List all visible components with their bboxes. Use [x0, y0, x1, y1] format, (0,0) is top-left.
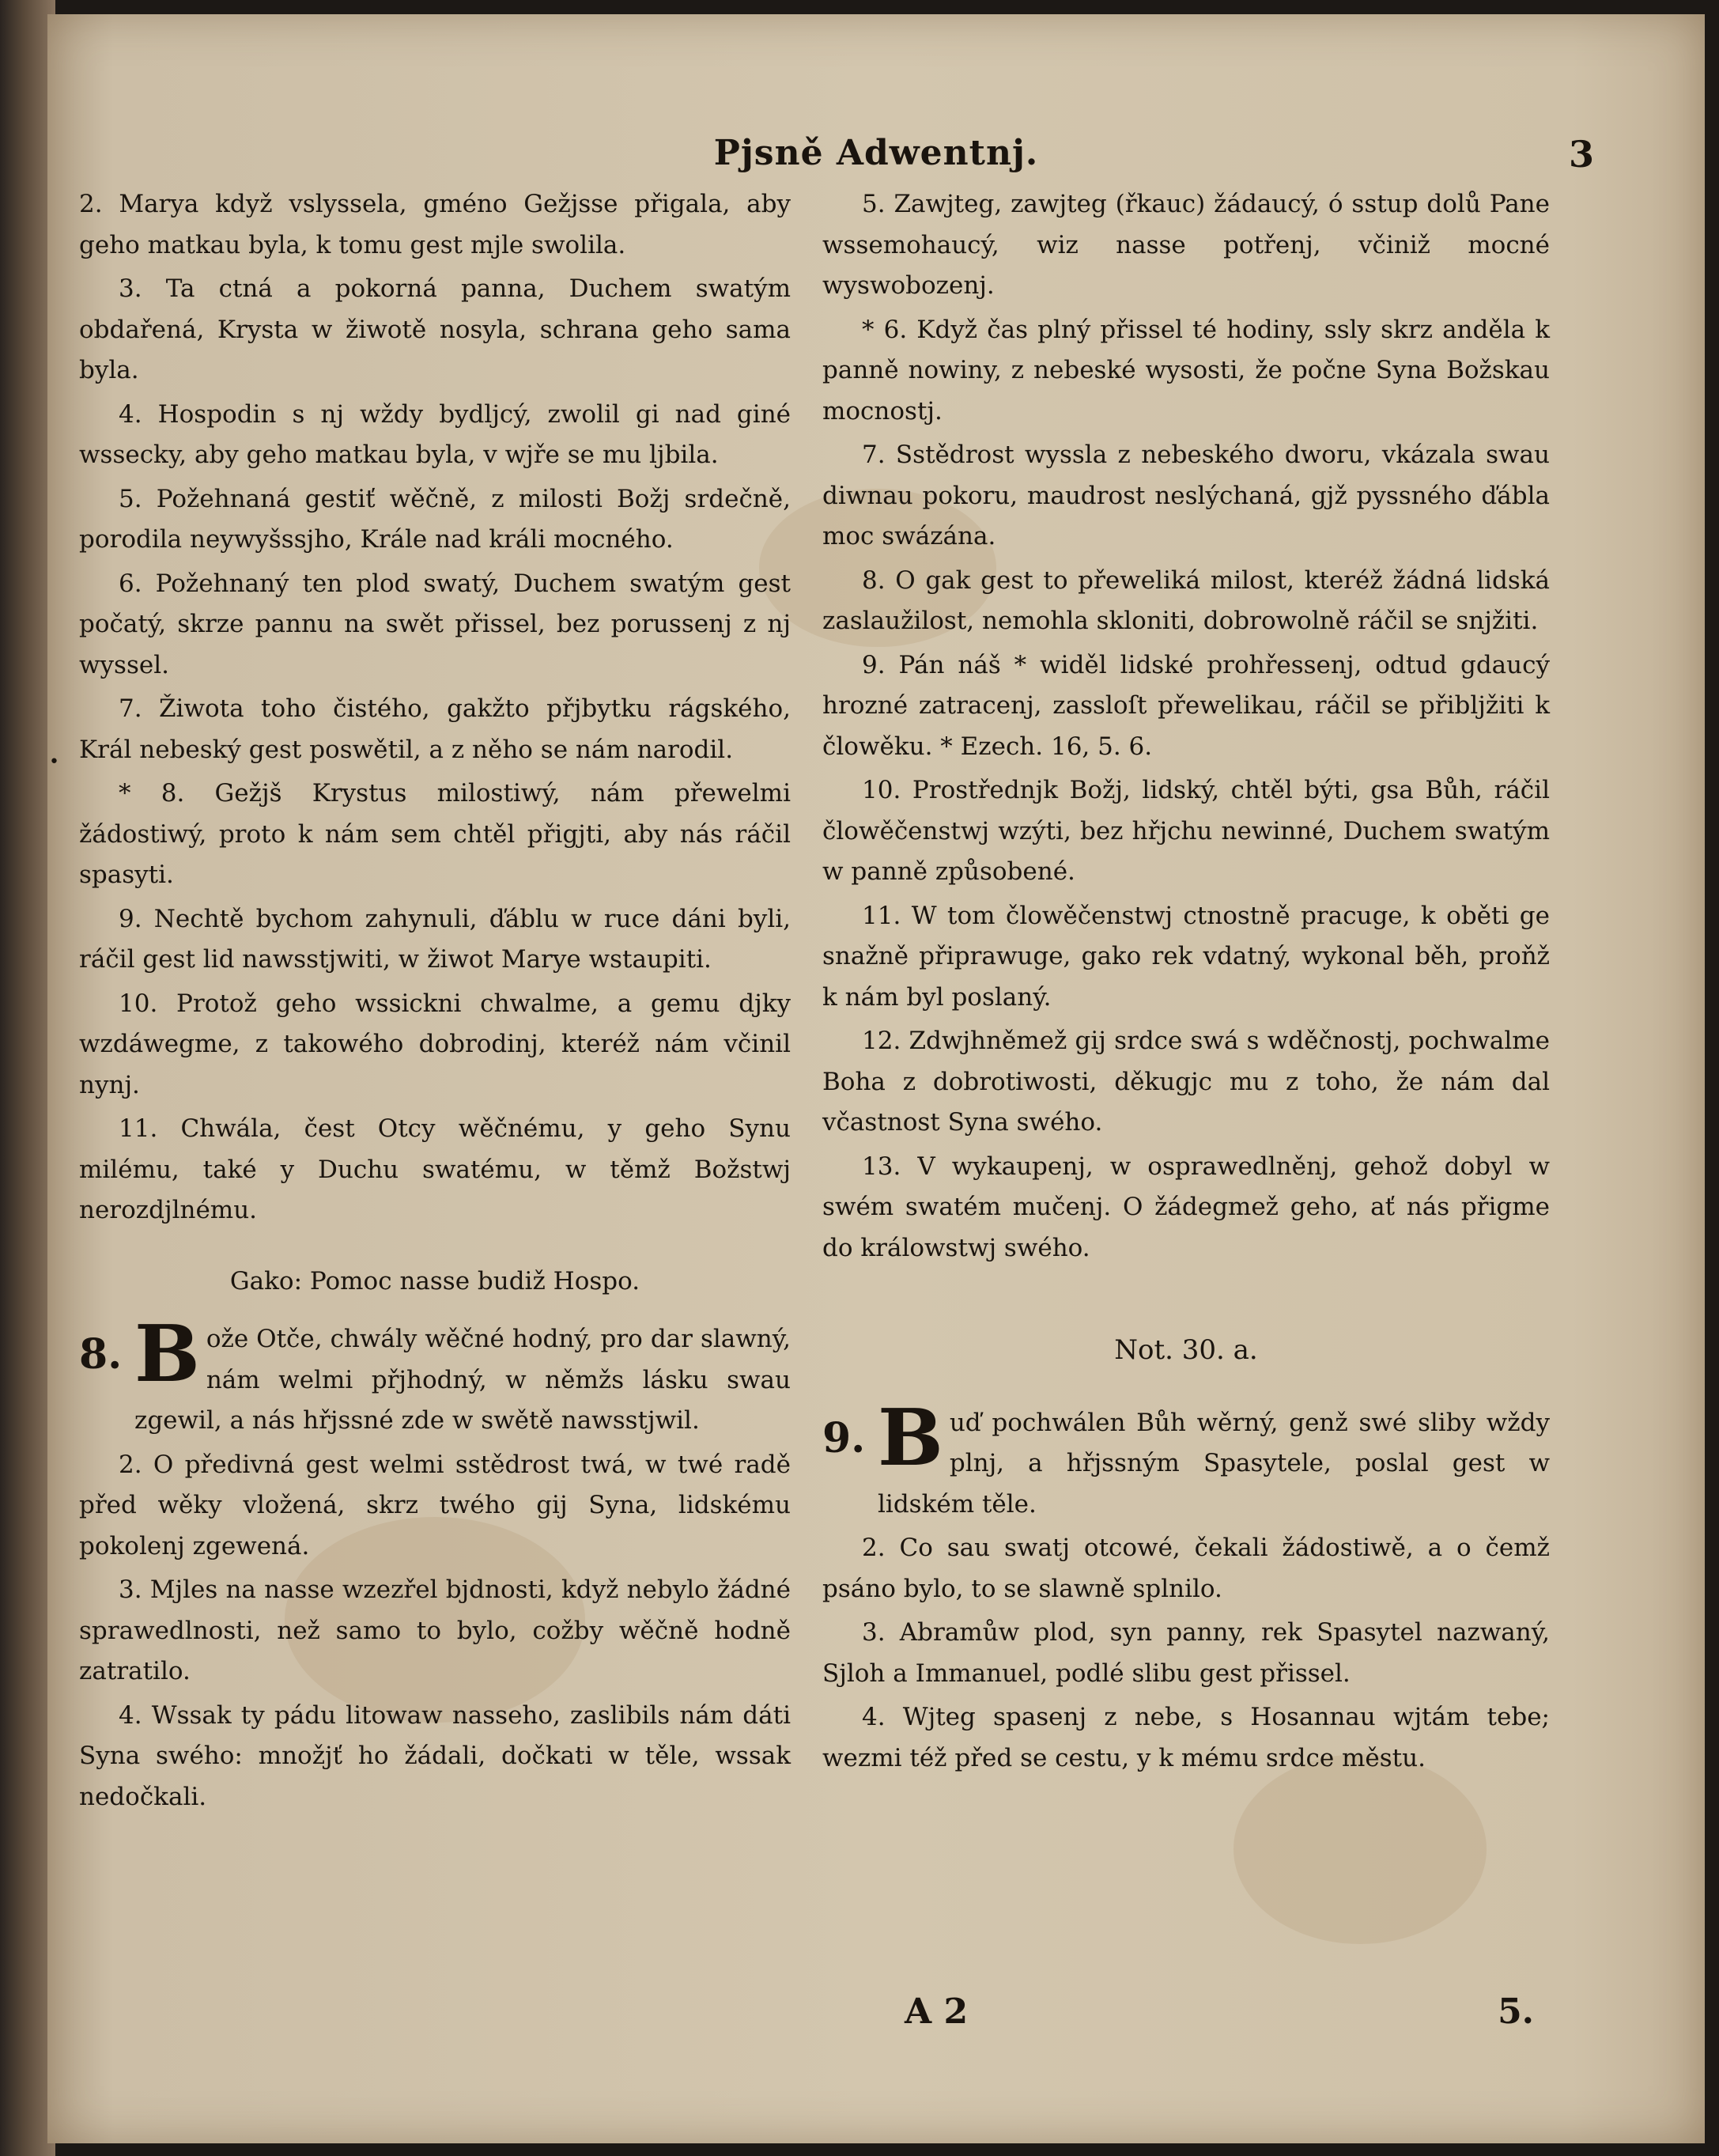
paper-stain — [1234, 1754, 1487, 1944]
first-verse — [134, 1309, 791, 1442]
drop-capital: B — [134, 1309, 200, 1400]
verse: 7. Sstědrost wyssla z nebeského dworu, vkázala swau diwnau pokoru, maudrost neslýchaná, gjž pyssného ďábla moc swázána. — [822, 441, 1550, 550]
verse: * 6. Když čas plný přissel té hodiny, ssly skrz anděla k panně nowiny, z nebeské wysosti, že počne Syna Božskau mocnostj. — [822, 315, 1550, 426]
page-number: 3 — [1568, 133, 1594, 176]
book-page — [47, 14, 1705, 2143]
verse: 9. Nechtě bychom zahynuli, ďáblu w ruce dáni byli, ráčil gest lid nawsstjwiti, w žiwot Marye wstaupiti. — [79, 904, 791, 974]
first-verse-text: uď pochwálen Bůh wěrný, genž swé sliby wždy plnj, a hřjssným Spasytele, poslal gest w lidském těle. — [878, 1408, 1550, 1519]
verse: 2. O předivná gest welmi sstědrost twá, w twé radě před wěky vložená, skrz twého gij Syna, lidskému pokolenj zgewená. — [79, 1450, 791, 1560]
running-header: Pjsně Adwentnj. — [713, 133, 1039, 173]
hymn-number: 8. — [79, 1330, 123, 1379]
verse: 5. Požehnaná gestiť wěčně, z milosti Božj srdečně, porodila neywyšssjho, Krále nad králi mocného. — [79, 484, 791, 554]
verse: 3. Mjles na nasse wzezřel bjdnosti, když nebylo žádné sprawedlnosti, než samo to bylo, cožby wěčně hodně zatratilo. — [79, 1575, 791, 1685]
drop-capital: B — [878, 1392, 943, 1484]
verse: 10. Protož geho wssickni chwalme, a gemu djky wzdáwegme, z takowého dobrodinj, kteréž nám včinil nynj. — [79, 989, 791, 1099]
signature-mark: A 2 — [905, 1991, 969, 2032]
verse: 7. Žiwota toho čistého, gakžto přjbytku rágského, Král nebeský gest poswětil, a z něho se nám narodil. — [79, 694, 791, 764]
verse: 4. Wssak ty pádu litowaw nasseho, zaslibils nám dáti Syna swého: množjť ho žádali, dočkati w těle, wssak nedočkali. — [79, 1700, 791, 1811]
first-verse-text: ože Otče, chwály wěčné hodný, pro dar slawný, nám welmi přjhodný, w němžs lásku swau zgewil, a nás hřjssné zde w swětě nawsstjwil. — [134, 1325, 791, 1435]
verse: 5. Zawjteg, zawjteg (řkauc) žádaucý, ó sstup dolů Pane wssemohaucý, wiz nasse potřenj, včiniž mocné wyswobozenj. — [822, 190, 1550, 300]
verse: 3. Abramůw plod, syn panny, rek Spasytel nazwaný, Sjloh a Immanuel, podlé slibu gest přissel. — [822, 1618, 1550, 1688]
verse: 2. Marya když vslyssela, gméno Gežjsse přigala, aby geho matkau byla, k tomu gest mjle swolila. — [79, 190, 791, 259]
verse: 11. W tom člowěčenstwj ctnostně pracuge, k oběti ge snažně připrawuge, gako rek vdatný, wykonal běh, proňž k nám byl poslaný. — [822, 901, 1550, 1012]
hymn-number: 9. — [822, 1413, 866, 1462]
right-column — [822, 184, 1550, 1782]
verse: 8. O gak gest to přeweliká milost, kteréž žádná lidská zaslaužilost, nemohla skloniti, dobrowolně ráčil se snjžiti. — [822, 565, 1550, 635]
hymn-8-opening — [79, 1309, 791, 1445]
verse: 2. Co sau swatj otcowé, čekali žádostiwě, a o čemž psáno bylo, to se slawně splnilo. — [822, 1534, 1550, 1603]
verse: 11. Chwála, čest Otcy wěčnému, y geho Synu milému, také y Duchu swatému, w těmž Božstwj nerozdjlnému. — [79, 1114, 791, 1224]
verse: 6. Požehnaný ten plod swatý, Duchem swatým gest počatý, skrze pannu na swět přissel, bez porussenj z nj wyssel. — [79, 569, 791, 679]
verse: 4. Hospodin s nj wždy bydljcý, zwolil gi nad giné wssecky, aby geho matkau byla, v wjře se mu ljbila. — [79, 399, 791, 469]
tune-indication: Gako: Pomoc nasse budiž Hospo. — [229, 1266, 640, 1295]
verse: 12. Zdwjhněmež gij srdce swá s wděčnostj, pochwalme Boha z dobrotiwosti, děkugjc mu z toho, že nám dal včastnost Syna swého. — [822, 1027, 1550, 1137]
verse: 10. Prostřednjk Božj, lidský, chtěl býti, gsa Bůh, ráčil člowěčenstwj wzýti, bez hřjchu newinné, Duchem swatým w panně způsobené. — [822, 776, 1550, 886]
verse: 3. Ta ctná a pokorná panna, Duchem swatým obdařená, Krysta w žiwotě nosyla, schrana geho sama byla. — [79, 274, 791, 384]
verse: 13. V wykaupenj, w osprawedlněnj, gehož dobyl w swém swatém mučenj. O žádegmež geho, ať nás přigme do králowstwj swého. — [822, 1152, 1550, 1262]
hymn-9-opening — [822, 1392, 1550, 1529]
page-footer — [870, 1991, 1534, 2032]
melody-note: Not. 30. a. — [1114, 1334, 1258, 1366]
left-column — [79, 184, 791, 1821]
catchword: 5. — [1498, 1991, 1534, 2032]
margin-mark: • — [49, 752, 59, 772]
verse: 9. Pán náš * widěl lidské prohřessenj, odtud gdaucý hrozné zatracenj, zassloſt přewelikau, ráčil se přibljžiti k člowěku. * Ezech. 16, 5. 6. — [822, 650, 1550, 761]
verse: 4. Wjteg spasenj z nebe, s Hosannau wjtám tebe; wezmi též před se cestu, y k mému srdce městu. — [822, 1703, 1550, 1772]
verse: * 8. Gežjš Krystus milostiwý, nám přewelmi žádostiwý, proto k nám sem chtěl přigjti, aby nás ráčil spasyti. — [79, 779, 791, 889]
first-verse — [878, 1392, 1550, 1526]
